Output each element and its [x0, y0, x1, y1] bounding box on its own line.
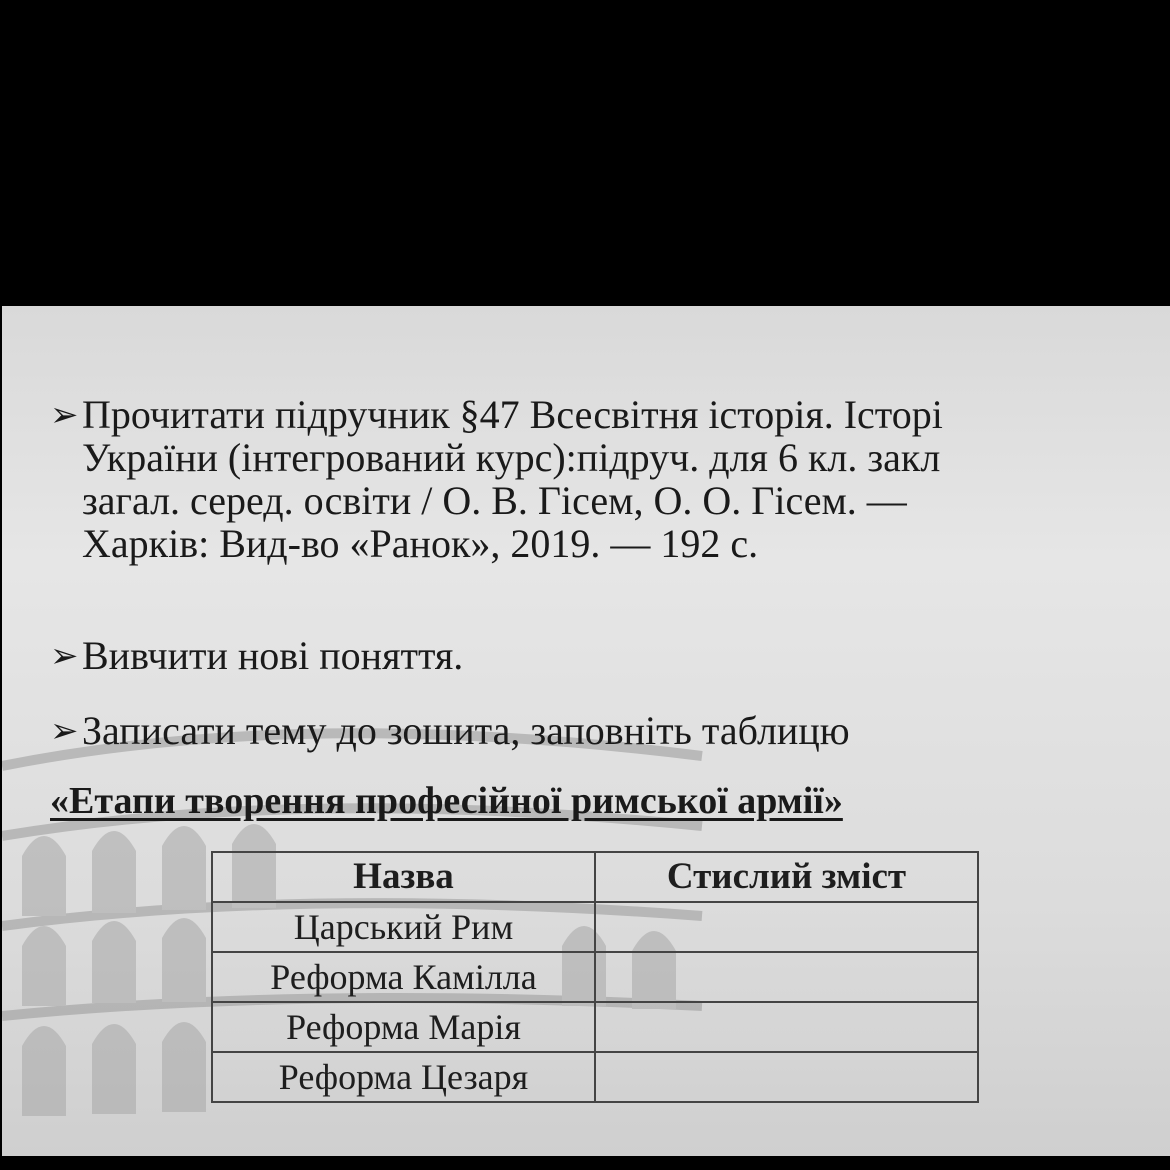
- table-row: [212, 1052, 978, 1102]
- arrow-bullet-icon: ➢: [50, 713, 79, 750]
- bullet-continuation-line: Харків: Вид-во «Ранок», 2019. — 192 с.: [82, 521, 759, 566]
- topic-title: «Етапи творення професійної римської армії»: [50, 780, 843, 822]
- table-cell-name: Царський Рим: [212, 902, 595, 952]
- bullet-text-line: Записати тему до зошита, заповніть таблицю: [82, 708, 850, 753]
- table-cell-name: Реформа Марія: [212, 1002, 595, 1052]
- column-header-name: Назва: [212, 852, 595, 902]
- bullet-continuation-line: України (інтегрований курс):підруч. для 6 кл. закл: [82, 435, 941, 480]
- bullet-text-line: Прочитати підручник §47 Всесвітня історія. Історі: [82, 392, 943, 437]
- table-header-row: [212, 852, 978, 902]
- table-cell-summary: [595, 952, 978, 1002]
- column-header-summary: Стислий зміст: [595, 852, 978, 902]
- arrow-bullet-icon: ➢: [50, 397, 79, 434]
- table-cell-name: Реформа Цезаря: [212, 1052, 595, 1102]
- bullet-item-read-textbook: [50, 393, 943, 437]
- table-row: [212, 902, 978, 952]
- bullet-continuation-line: загал. серед. освіти / О. В. Гісем, О. О. Гісем. —: [82, 478, 907, 523]
- table-row: [212, 1002, 978, 1052]
- bullet-text-line: Вивчити нові поняття.: [82, 633, 464, 678]
- table-cell-name: Реформа Камілла: [212, 952, 595, 1002]
- table-cell-summary: [595, 1052, 978, 1102]
- table-cell-summary: [595, 1002, 978, 1052]
- slide-content: [2, 306, 1170, 1156]
- table-cell-summary: [595, 902, 978, 952]
- stages-table: [211, 851, 979, 1103]
- bullet-item-write-topic: [50, 709, 850, 753]
- slide: [2, 306, 1170, 1156]
- table-row: [212, 952, 978, 1002]
- arrow-bullet-icon: ➢: [50, 638, 79, 675]
- bullet-item-study-concepts: [50, 634, 463, 678]
